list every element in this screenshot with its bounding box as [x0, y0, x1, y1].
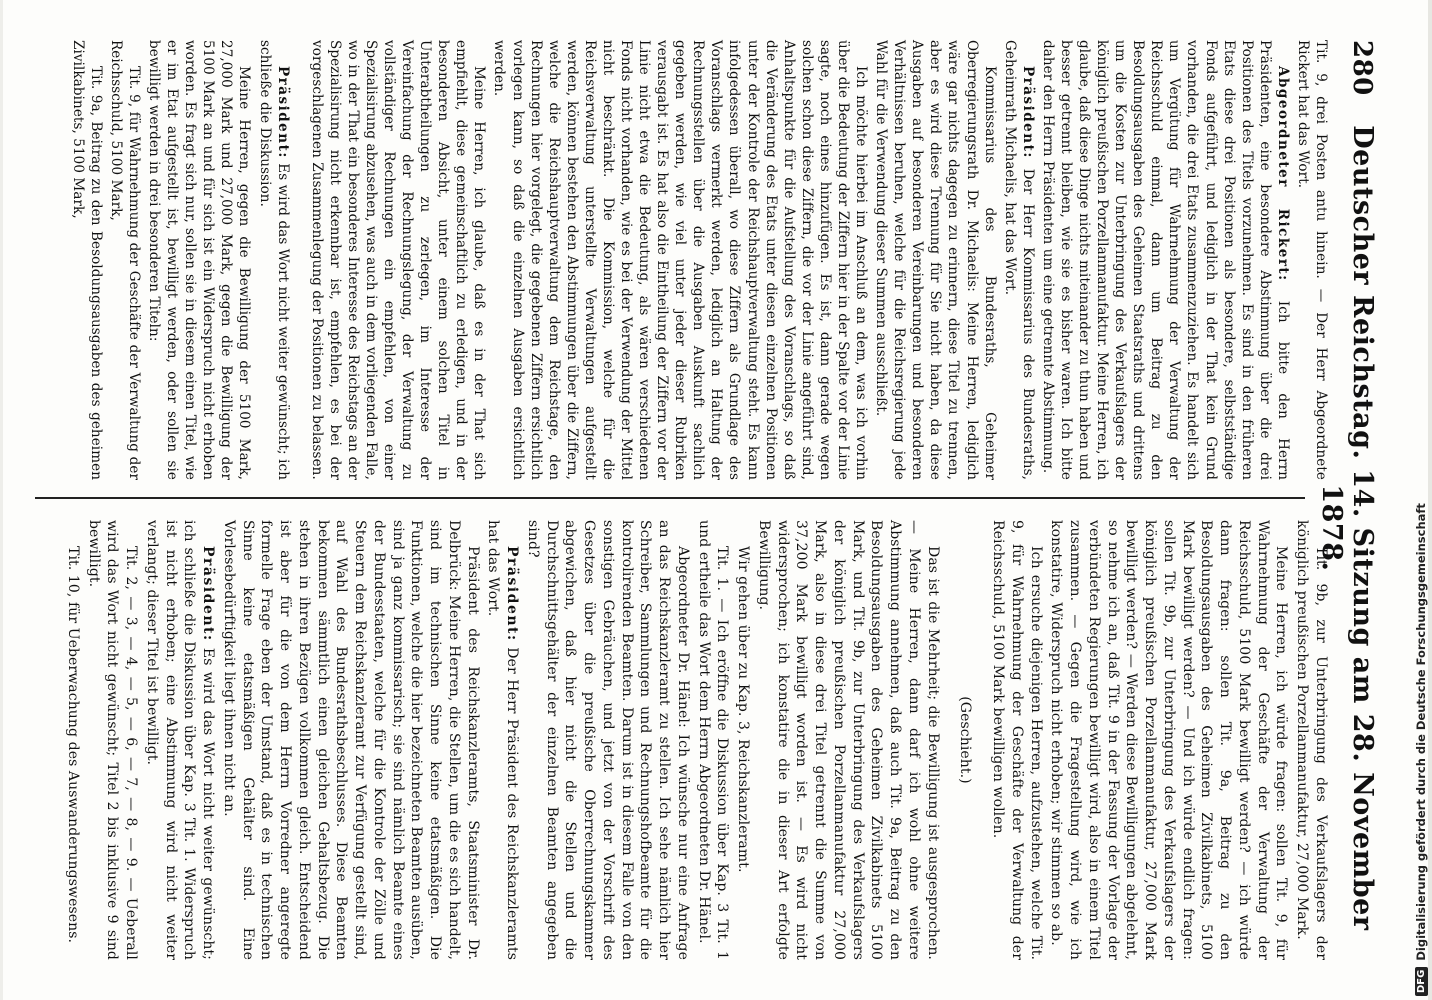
paragraph-gap	[292, 40, 306, 480]
page-header	[1316, 40, 1378, 960]
paragraph-text: Tit. 1. — Ich eröffne die Diskussion über Kap. 3 Tit. 1 und ertheile das Wort dem Herrn Abgeordneten Dr. Hänel.	[695, 520, 731, 960]
paragraph	[734, 520, 753, 960]
paragraph	[1001, 40, 1037, 480]
paragraph-text: Tit. 9, drei Posten antu hinein. — Der Herr Abgeordnete Rickert hat das Wort.	[1294, 40, 1329, 480]
page-number: 280	[1347, 40, 1377, 96]
dfg-logo: DFG	[1415, 967, 1428, 996]
paragraph-text: Der Herr Kommissarius des Bundesraths, Geheimrath Michaelis, hat das Wort.	[1001, 40, 1036, 480]
paragraph-text: Meine Herren, gegen die Bewilligung der 5100 Mark, 27,000 Mark und 27,000 Mark, gegen die Bewilligung der 5100 Mark an und für sich ist ein Widerspruch nicht erhoben worden. Es fragt sich nur, sollen sie in diesem einen Titel, wie er im Etat aufgestellt ist, bewilligt werden, oder sollen sie bewilligt werden in drei besonderen Titeln:	[146, 40, 253, 480]
speaker-name: Abgeordneter Rickert:	[1274, 66, 1291, 282]
paragraph-text: Tit. 9b, zur Unterbringung des Verkaufslagers der königlich preußischen Porzellanmanufaktur, 27,000 Mark.	[1294, 520, 1329, 960]
paragraph-text: Es wird das Wort nicht weiter gewünscht; ich schließe die Diskussion.	[256, 40, 291, 480]
speaker-name: Präsident:	[1019, 66, 1036, 159]
paragraph	[523, 520, 692, 960]
paragraph-text: Tit. 10, für Ueberwachung des Auswanderungswesens.	[65, 546, 81, 944]
paragraph-text: (Geschieht.)	[957, 696, 974, 784]
stage-direction	[956, 520, 975, 960]
speaker-name: Präsident:	[200, 546, 217, 642]
paragraph	[989, 520, 1045, 960]
paragraph	[872, 40, 999, 480]
paragraph-text: Meine Herren, ich würde fragen: sollen Tit. 9, für Wahrnehmung der Geschäfte der Verwaltung der Reichsschuld, 5100 Mark bewilligt werden? — ich würde dann fragen: sollen Tit. 9a, Beitrag zu den Besoldungsausgaben des Geheimen Zivilkabinets, 5100 Mark bewilligt werden? — Und ich würde endlich fragen: sollen Tit. 9b, zur Unterbringung des Verkaufslagers der königlich preußischen Porzellanmanufaktur, 27,000 Mark bewilligt werden? — Werden diese Bewilligungen abgelehnt, so nehme ich an, daß Tit. 9 in der Fassung der Vorlage der verbündeten Regierungen bewilligt wird, also in einem Titel zusammen. — Gegen die Fragestellung wird, wie ich konstatire, Widerspruch nicht erhoben; wir stimmen so ab.	[1048, 520, 1290, 960]
paragraph-text: Der Herr Präsident des Reichskanzleramts hat das Wort.	[485, 520, 521, 960]
right-column	[61, 520, 1330, 960]
paragraph	[107, 40, 143, 480]
paragraph-text: Tit. 9, für Wahrnehmung der Geschäfte der Verwaltung der Reichsschuld, 5100 Mark,	[107, 40, 142, 480]
paragraph	[1293, 520, 1331, 960]
page-title: Deutscher Reichstag. 14. Sitzung am 28. November 1878.	[1316, 125, 1378, 931]
paragraph	[484, 520, 522, 960]
paragraph	[69, 40, 105, 480]
footer-credit: Digitalisierung gefördert durch die Deutsche Forschungsgemeinschaft	[1414, 503, 1428, 961]
paragraph	[145, 40, 253, 480]
paragraph	[1294, 40, 1330, 480]
paragraph	[84, 520, 140, 960]
paragraph	[308, 40, 489, 480]
paragraph-text: Ich bitte den Herrn Präsidenten, eine besondere Abstimmung über die drei Positionen des Titels vorzunehmen. Es sind in den früheren Etats diese drei Positionen als besondere, selbstständige Fonds aufgeführt, und lediglich in der That kein Grund vorhanden, die drei Etats zusammenzuziehen. Es handelt sich um Vergütung für Wahrnehmung der Verwaltung der Reichsschuld einmal, dann um Beitrag zu den Besoldungsausgaben des Geheimen Staatsraths und drittens um die Kosten zur Unterbringung des Verkaufslagers der königlich preußischen Porzellanmanufaktur. Meine Herren, ich glaube, daß diese Dinge nichts miteinander zu thun haben und besser getrennt bleiben, wie sie es bisher waren. Ich bitte daher den Herrn Präsidenten um eine getrennte Abstimmung.	[1039, 40, 1291, 480]
paragraph	[63, 520, 82, 960]
paragraph	[142, 520, 217, 960]
paragraph	[219, 520, 482, 960]
footer-text-row	[1412, 0, 1430, 996]
paragraph-text: Das ist die Mehrheit; die Bewilligung ist ausgesprochen. — Meine Herren, dann darf ich wohl ohne weitere Abstimmung annehmen, daß auch Tit. 9a, Beitrag zu den Besoldungsausgaben des Geheimen Zivilkabinets 5100 Mark, und Tit. 9b, zur Unterbringung des Verkaufslagers der königlich preußischen Porzellanmanufaktur 27,000 Mark, also in diese drei Titel getrennt die Summe von 37,200 Mark bewilligt worden ist. — Es wird nicht widersprochen; ich konstatire die in dieser Art erfolgte Bewilligung.	[756, 520, 941, 960]
paragraph-text: Tit. 9a, Beitrag zu den Besoldungsausgaben des geheimen Zivilkabinets, 5100 Mark,	[69, 40, 104, 480]
paragraph-text: Es wird das Wort nicht weiter gewünscht; ich schließe die Diskussion über Kap. 3 Tit. 1. Widerspruch ist nicht erhoben; eine Abstimmung wird nicht weiter verlangt; dieser Titel ist bewilligt.	[144, 520, 217, 960]
paragraph-text: Ich ersuche diejenigen Herren, aufzustehen, welche Tit. 9, für Wahrnehmung der Geschäfte der Verwaltung der Reichsschuld, 5100 Mark bewilligen wollen.	[990, 520, 1044, 960]
paragraph	[255, 40, 291, 480]
column-divider	[35, 497, 1305, 499]
paragraph	[694, 520, 732, 960]
paragraph-text: Wir gehen über zu Kap. 3, Reichskanzleramt.	[735, 546, 752, 873]
speaker-name: Präsident:	[274, 66, 291, 159]
paragraph	[1047, 520, 1291, 960]
paragraph-text: Ich möchte hierbei im Anschluß an dem, was ich vorhin über die Bedeutung der Ziffern hier in der Spalte vor der Linie sagte, noch eines hinzufügen. Es ist, dann gerade wegen solchen schon diese Ziffern, die vor der Linie angeführt sind, Anhaltspunkte für die Aufstellung des Voranschlags, so daß die Veränderung des Etats unter diesen einzelnen Positionen unter der Kontrole der Reichshauptverwaltung steht. Es kann infolgedessen überall, wo diese Ziffern als Grundlage des Voranschlags vermerkt werden, lediglich an Haltung der Rechnungsstellen über die Ausgaben Auskunft sachlich gegeben werden, wie viel unter jeder dieser Rubriken verausgabt ist. Es hat also die Eintheilung der Ziffern vor der Linie nicht etwa die Bedeutung, als wären verschiedenen Fonds nicht vorhanden, wie es bei der Verwendung der Mittel nicht beschränkt. Die Kommission, welche für die Reichsverwaltung unterstellte Verwaltungen aufgestellt werden, können bestehen den Abstimmungen über die Ziffern, welche die Reichshauptverwaltung dem Reichstage, den Rechnungen hier vorgelegt, die gegebenen Ziffern ersichtlich vorlegen kann, so daß die einzelnen Ausgaben ersichtlich werden.	[491, 40, 870, 480]
paragraph	[1039, 40, 1292, 480]
paragraph-text: Abgeordneter Dr. Hänel: Ich wünsche nur eine Anfrage an das Reichskanzleramt zu stellen. Ich sehe nämlich hier Schreiber, Sammlungen und Rechnungshofbeamte für die kontrolirenden Beamten. Darum ist in diesem Falle von den sonstigen Gebräuchen, und jetzt von der Vorschrift des Gesetzes über die preußische Oberrechnungskammer abgewichen, daß hier nicht die Stellen und die Durchschnittsgehälter der einzelnen Beamten angegeben sind?	[525, 520, 691, 960]
paragraph	[754, 520, 942, 960]
digitization-footer	[1412, 503, 1430, 1000]
paragraph-text: Meine Herren, ich glaube, daß es in der That sich empfiehlt, diese gemeinschaftlich zu erledigen, und in der besonderen Absicht, unter einem solchen Titel in Unterabtheilungen zu zerlegen, im Interesse der Vereinfachung der Rechnungslegung, der Verwaltung zu vollständiger Rechnungen ein empfehlen, von einer Spezialisirung abzusehen, was auch in dem vorliegenden Falle, wo in der That ein besonderes Interesse des Reichstags an der Spezialisirung nicht erkennbar ist, empfehlen, es bei der vorgeschlagenen Zusammenlegung der Positionen zu belassen.	[308, 40, 488, 480]
speaker-name: Präsident:	[504, 546, 521, 642]
paragraph-text: Kommissarius des Bundesraths, Geheimer Oberregierungsrath Dr. Michaelis: Meine Herren, lediglich wäre gar nichts dagegen zu erinnern, diese Titel zu trennen, aber es wird diese Trennung für Sie nicht haben, da diese Ausgaben auf besonderen Vereinbarungen und besonderen Verhältnissen beruhen, welche für die Reichsregierung jede Wahl für die Verwendung dieser Summen ausschließt.	[873, 40, 998, 480]
paragraph	[490, 40, 870, 480]
left-column	[67, 40, 1330, 480]
paragraph-text: Präsident des Reichskanzleramts, Staatsminister Dr. Delbrück: Meine Herren, die Stellen, um die es sich handelt, sind im technischen Sinne keine etatsmäßigen. Die Funktionen, welche die hier bezeichneten Beamten ausüben, sind ja ganz kommissarisch; sie sind nämlich Beamte eines der Bundesstaaten, welche für die Kontrole der Zölle und Steuern dem Reichskanzleramt zur Verfügung gestellt sind, auf Wahl des Bundesrathsbeschlusses. Diese Beamten bekommen sämmtlich einen gleichen Gehaltsbezug. Die stehen in ihren Bezügen vollkommen gleich. Entscheidend ist aber für die von dem Herrn Vorredner angeregte formelle Frage eben der Umstand, daß es in technischen Sinne keine etatsmäßigen Gehälter sind. Eine Vorlesebedürftigkeit liegt ihnen nicht an.	[221, 520, 481, 960]
paragraph-text: Tit. 2, — 3, — 4, — 5, — 6, — 7, — 8, — 9. — Ueberall wird das Wort nicht gewünscht; Titel 2 bis inklusive 9 sind bewilligt.	[85, 520, 140, 960]
